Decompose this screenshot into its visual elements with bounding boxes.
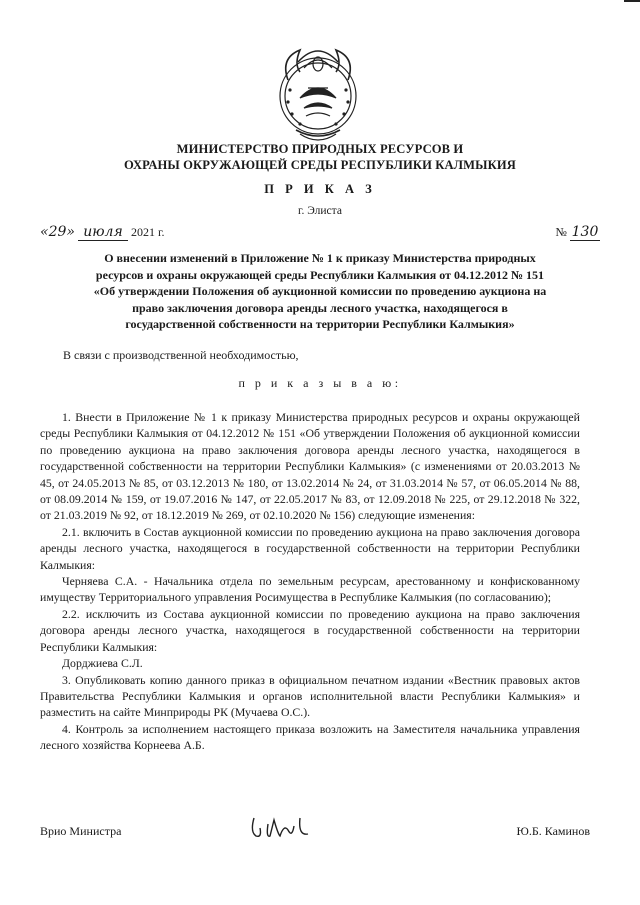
- signature-block: [40, 822, 590, 846]
- handwritten-signature: [248, 810, 318, 844]
- document-date: [40, 224, 165, 241]
- number-prefix: №: [555, 225, 567, 239]
- signatory-name: Ю.Б. Каминов: [516, 824, 590, 838]
- paragraph-exclude-person: Дорджиева С.Л.: [62, 656, 143, 671]
- title-line-5: государственной собственности на территории Республики Калмыкия»: [125, 317, 515, 331]
- intro-text: В связи с производственной необходимостью,: [63, 348, 299, 362]
- date-number-row: [40, 222, 600, 244]
- coat-of-arms-emblem: [270, 38, 366, 148]
- paragraph-4: 4. Контроль за исполнением настоящего приказа возложить на Заместителя начальника управления лесного хозяйства Корнеева А.Б.: [40, 721, 580, 753]
- paragraph-3: 3. Опубликовать копию данного приказ в официальном печатном издании «Вестник правовых актов Правительства Республики Калмыкия и органов исполнительной власти Республики Калмыкия» и разместить на сайте Минприроды РК (Мучаева О.С.).: [40, 672, 580, 720]
- decree-word: п р и к а з ы в а ю:: [238, 376, 402, 390]
- document-body: [40, 409, 580, 754]
- signatory-position: Врио Министра: [40, 824, 122, 838]
- ministry-line-1: МИНИСТЕРСТВО ПРИРОДНЫХ РЕСУРСОВ И: [176, 142, 464, 156]
- date-close-quote: »: [66, 224, 75, 240]
- date-day: 29: [48, 224, 67, 240]
- document-number: [556, 224, 600, 241]
- date-year: 2021 г.: [130, 225, 165, 239]
- city: г. Элиста: [298, 205, 342, 217]
- paragraph-2-2: 2.2. исключить из Состава аукционной комиссии по проведению аукциона на право заключения договора аренды лесного участка, находящегося в государственной собственности на территории Республики Калмыкия:: [40, 606, 580, 654]
- paragraph-1: 1. Внести в Приложение № 1 к приказу Министерства природных ресурсов и охраны окружающей среды Республики Калмыкия от 04.12.2012 № 151 «Об утверждении Положения об аукционной комиссии по проведению аукциона на право заключения договора аренды лесного участка, находящегося в государственной собственности на территории Республики Калмыкия» (с изменениями от 20.03.2013 № 45, от 24.05.2013 № 85, от 03.12.2013 № 180, от 13.02.2014 № 24, от 31.03.2014 № 57, от 06.05.2014 № 88, от 08.09.2014 № 159, от 19.07.2016 № 147, от 22.05.2017 № 83, от 12.09.2018 № 225, от 29.12.2018 № 322, от 21.03.2019 № 92, от 18.12.2019 № 269, от 02.10.2020 № 156) следующие изменения:: [40, 410, 580, 523]
- date-open-quote: «: [40, 224, 49, 240]
- paragraph-include-person: Черняева С.А. - Начальника отдела по земельным ресурсам, арестованному и конфискованному имуществу Территориального управления Росимущества в Республике Калмыкия (по согласованию);: [40, 574, 580, 605]
- title-line-1: О внесении изменений в Приложение № 1 к приказу Министерства природных: [104, 251, 536, 265]
- document-type: П Р И К А З: [264, 182, 376, 196]
- title-line-3: «Об утверждении Положения об аукционной комиссии по проведению аукциона на: [93, 284, 547, 298]
- title-line-2: ресурсов и охраны окружающей среды Республики Калмыкия от 04.12.2012 № 151: [95, 267, 545, 282]
- ministry-line-2: ОХРАНЫ ОКРУЖАЮЩЕЙ СРЕДЫ РЕСПУБЛИКИ КАЛМЫКИЯ: [124, 158, 516, 172]
- paragraph-2-1: 2.1. включить в Состав аукционной комиссии по проведению аукциона на право заключения договора аренды лесного участка, находящегося в государственной собственности на территории Республики Калмыкия:: [40, 524, 580, 572]
- ministry-name: [0, 141, 640, 173]
- title-line-4: право заключения договора аренды лесного участка, находящегося в: [132, 300, 508, 315]
- scan-edge-mark: [624, 0, 640, 2]
- number-value: 130: [571, 224, 599, 240]
- date-month: июля: [78, 224, 128, 241]
- document-title: [0, 250, 640, 333]
